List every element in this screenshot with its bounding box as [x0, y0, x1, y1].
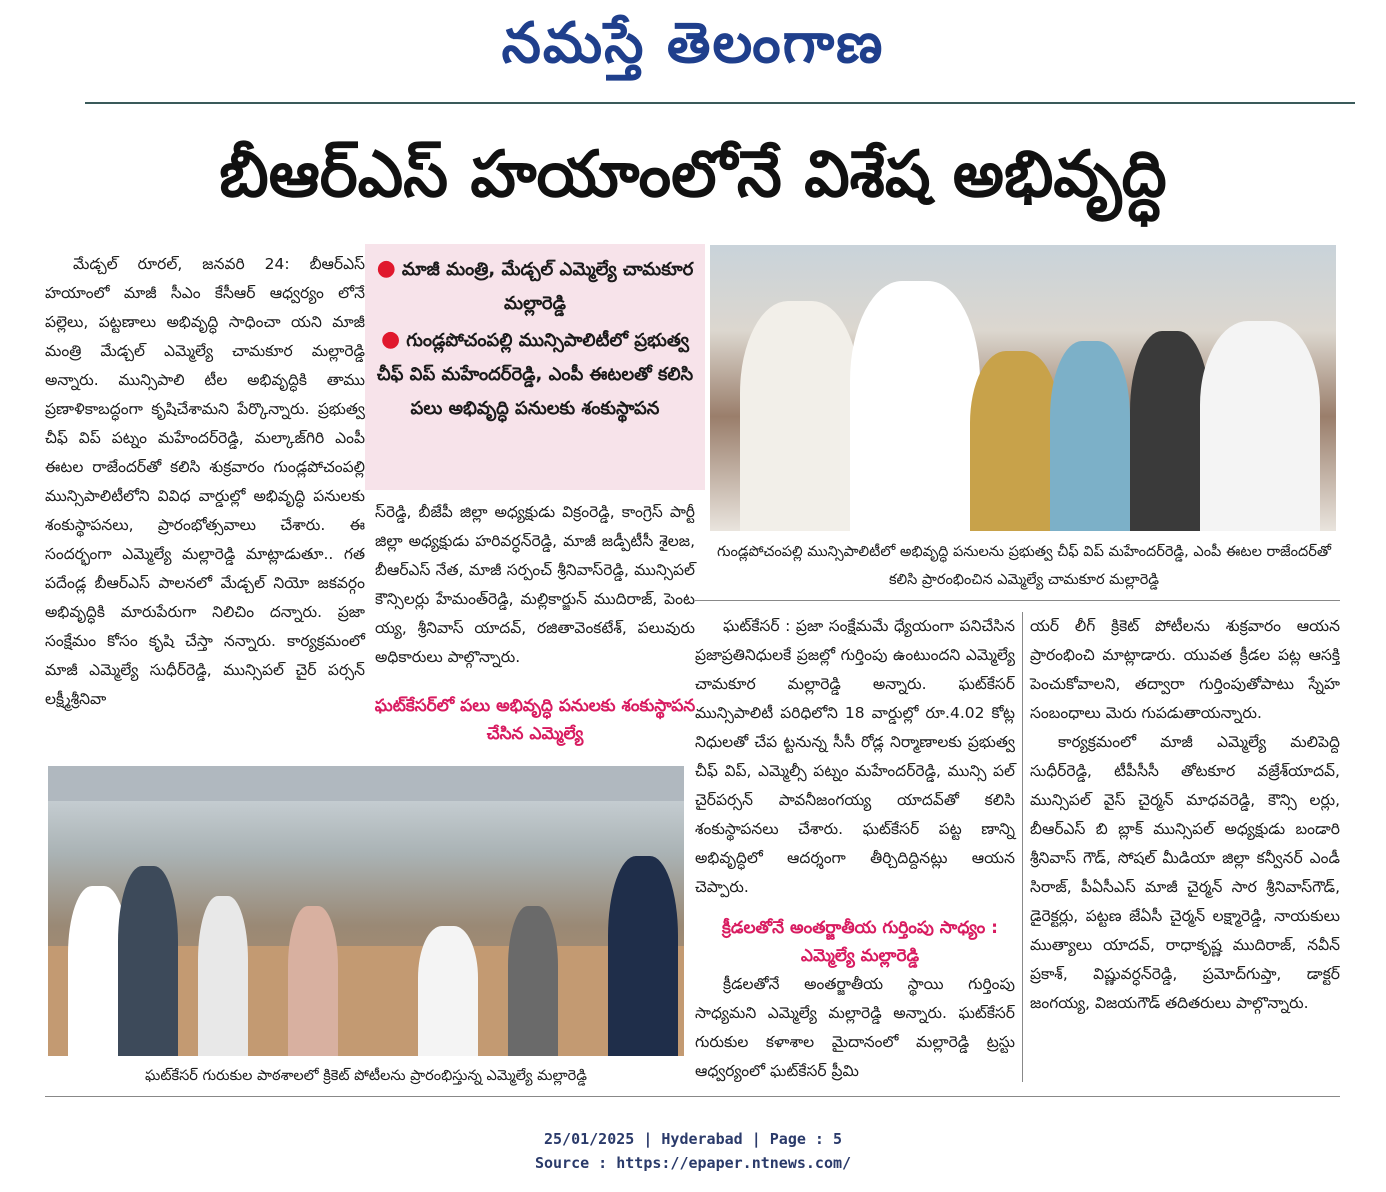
photo-figure	[740, 301, 860, 531]
mid-top-column	[375, 498, 695, 672]
mid-bottom-column-2	[695, 970, 1015, 1086]
photo-sky	[48, 766, 684, 801]
mid-bottom-paragraph: ఘట్‌కేసర్ : ప్రజా సంక్షేమమే ధ్యేయంగా పనిచేసిన ప్రజాప్రతినిధులకే ప్రజల్లో గుర్తింపు ఉంటుందని ఎమ్మెల్యే చామకూర మల్లారెడ్డి అన్నారు. ఘట్‌కేసర్ మున్సిపాలిటీ పరిధిలోని 18 వార్డుల్లో రూ.4.02 కోట్ల నిధులతో చేప ట్టనున్న సీసీ రోడ్ల నిర్మాణాలకు ప్రభుత్వ చీఫ్ విప్, ఎమ్మెల్సీ పట్నం మహేందర్‌రెడ్డి, మున్సి పల్ చైర్‌పర్సన్ పావనీజంగయ్య యాదవ్‌తో కలిసి శంకుస్థాపనలు చేశారు. ఘట్‌కేసర్ పట్ట ణాన్ని అభివృద్ధిలో ఆదర్శంగా తీర్చిదిద్దినట్లు ఆయన చెప్పారు.	[695, 617, 1015, 896]
mid-top-paragraph: స్‌రెడ్డి, బీజేపీ జిల్లా అధ్యక్షుడు విక్రంరెడ్డి, కాంగ్రెస్ పార్టీ జిల్లా అధ్యక్షుడు హరివర్ధన్‌రెడ్డి, మాజీ జడ్పీటీసీ శైలజ, బీఆర్ఎస్ నేత, మాజీ సర్పంచ్ శ్రీనివాస్‌రెడ్డి, మున్సిపల్ కౌన్సిలర్లు హేమంత్‌రెడ్డి, మల్లికార్జున్ ముదిరాజ్, పెంట య్య, శ్రీనివాస్ యాదవ్, రజితావెంకటేశ్, పలువురు అధికారులు పాల్గొన్నారు.	[375, 503, 695, 666]
highlights-box	[365, 244, 705, 490]
right-column-paragraph: కార్యక్రమంలో మాజీ ఎమ్మెల్యే మలిపెద్ది సుధీర్‌రెడ్డి, టీపీసీసీ తోటకూర వజ్రేశ్‌యాదవ్, మున్సిపల్ వైస్ చైర్మన్ మాధవరెడ్డి, కౌన్సి లర్లు, బీఆర్ఎస్ బి బ్లాక్ మున్సిపల్ అధ్యక్షుడు బండారి శ్రీనివాస్ గౌడ్, సోషల్ మీడియా జిల్లా కన్వీనర్ ఎండీ సిరాజ్, పీఏసీఎస్ మాజీ చైర్మన్ సార శ్రీనివాస్‌గౌడ్, డైరెక్టర్లు, పట్టణ జేఏసీ చైర్మన్ లక్ష్మారెడ్డి, నాయకులు ముత్యాలు యాదవ్, రాధాకృష్ణ ముదిరాజ్, నవీన్ ప్రకాశ్, విష్ణువర్ధన్‌రెడ్డి, ప్రమోద్‌గుప్తా, డాక్టర్ జంగయ్య, విజయగౌడ్ తదితరులు పాల్గొన్నారు.	[1030, 733, 1340, 1012]
photo-figure	[198, 896, 248, 1056]
photo-figure	[118, 866, 178, 1056]
highlight-item	[375, 252, 695, 321]
highlight-item	[375, 323, 695, 426]
masthead-logo: నమస్తే తెలంగాణ	[501, 10, 885, 76]
highlight-text: మాజీ మంత్రి, మేడ్చల్ ఎమ్మెల్యే చామకూర మల్లారెడ్డి	[401, 259, 694, 314]
photo-figure	[288, 906, 338, 1056]
photo-figure	[1200, 321, 1320, 531]
bottom-divider	[45, 1096, 1340, 1097]
bullet-icon: ●	[376, 256, 396, 281]
photo-figure	[608, 856, 678, 1056]
bullet-icon: ●	[380, 327, 401, 352]
photo-figure	[508, 906, 558, 1056]
photo-figure	[850, 281, 980, 531]
right-column-paragraph: యర్ లీగ్ క్రికెట్ పోటీలను శుక్రవారం ఆయన ప్రారంభించి మాట్లాడారు. యువత క్రీడల పట్ల ఆసక్తి పెంచుకోవాలని, తద్వారా గుర్తింపుతోపాటు స్నేహ సంబంధాలు మెరు గుపడుతాయన్నారు.	[1030, 617, 1340, 722]
left-column-paragraph: మేడ్చల్ రూరల్, జనవరి 24: బీఆర్ఎస్ హయాంలో మాజీ సీఎం కేసీఆర్ ఆధ్వర్యం లోనే పల్లెలు, పట్టణాలు అభివృద్ధి సాధించా యని మాజీ మంత్రి మేడ్చల్ ఎమ్మెల్యే చామకూర మల్లారెడ్డి అన్నారు. మున్సిపాలి టీల అభివృద్ధికి తాము ప్రణాళికాబద్ధంగా కృషిచేశామని పేర్కొన్నారు. ప్రభుత్వ చీఫ్ విప్ పట్నం మహేందర్‌రెడ్డి, మల్కాజ్‌గిరి ఎంపీ ఈటల రాజేందర్‌తో కలిసి శుక్రవారం గుండ్లపోచంపల్లి మున్సిపాలిటీలోని వివిధ వార్డుల్లో అభివృద్ధి పనులకు శంకుస్థాపనలు, ప్రారంభోత్సవాలు చేశారు. ఈ సందర్భంగా ఎమ్మెల్యే మల్లారెడ్డి మాట్లాడుతూ.. గత పదేండ్ల బీఆర్ఎస్ పాలనలో మేడ్చల్ నియో జకవర్గం అభివృద్ధికి మారుపేరుగా నిలిచిం దన్నారు. ప్రజా సంక్షేమం కోసం కృషి చేస్తా నన్నారు. కార్యక్రమంలో మాజీ ఎమ్మెల్యే సుధీర్‌రెడ్డి, మున్సిపల్ చైర్ పర్సన్ లక్ష్మీశ్రీనివా	[45, 255, 365, 708]
footer-source: Source : https://epaper.ntnews.com/	[534, 1154, 852, 1172]
headline: బీఆర్ఎస్ హయాంలోనే విశేష అభివృద్ధి	[219, 138, 1167, 212]
column-divider	[1022, 612, 1023, 1082]
right-column	[1030, 612, 1340, 1018]
divider	[695, 600, 1340, 601]
masthead-divider	[85, 102, 1355, 104]
photo-inauguration	[710, 245, 1336, 531]
subhead-sports: క్రీడలతోనే అంతర్జాతీయ గుర్తింపు సాధ్యం : ఎమ్మెల్యే మల్లారెడ్డి	[722, 918, 998, 966]
photo-figure	[1050, 341, 1130, 531]
caption-top-photo: గుండ్లపోచంపల్లి మున్సిపాలిటీలో అభివృద్ధి పనులను ప్రభుత్వ చీఫ్ విప్ మహేందర్‌రెడ్డి, ఎంపీ ఈటల రాజేందర్‌తో కలిసి ప్రారంభించిన ఎమ్మెల్యే చామకూర మల్లారెడ్డి	[717, 544, 1331, 588]
mid-bottom-paragraph-2: క్రీడలతోనే అంతర్జాతీయ స్థాయి గుర్తింపు సాధ్యమని ఎమ్మెల్యే మల్లారెడ్డి అన్నారు. ఘట్‌కేసర్ గురుకుల కళాశాల మైదానంలో మల్లారెడ్డి ట్రస్టు ఆధ్వర్యంలో ఘట్‌కేసర్ ప్రీమి	[695, 975, 1015, 1080]
photo-figure	[418, 926, 478, 1056]
highlight-text: గుండ్లపోచంపల్లి మున్సిపాలిటీలో ప్రభుత్వ చీఫ్ విప్ మహేందర్‌రెడ్డి, ఎంపీ ఈటలతో కలిసి పలు అభివృద్ధి పనులకు శంకుస్థాపన	[376, 330, 694, 419]
photo-figure	[970, 351, 1060, 531]
mid-bottom-column	[695, 612, 1015, 902]
subhead-ghatkesar: ఘట్‌కేసర్‌లో పలు అభివృద్ధి పనులకు శంకుస్థాపన చేసిన ఎమ్మెల్యే	[374, 696, 696, 744]
photo-figure	[1130, 331, 1210, 531]
photo-cricket	[48, 766, 684, 1056]
footer-date-page: 25/01/2025 | Hyderabad | Page : 5	[543, 1130, 842, 1148]
caption-bottom-photo: ఘట్‌కేసర్ గురుకుల పాఠశాలలో క్రికెట్ పోటీలను ప్రారంభిస్తున్న ఎమ్మెల్యే మల్లారెడ్డి	[145, 1068, 587, 1084]
left-column	[45, 250, 365, 714]
